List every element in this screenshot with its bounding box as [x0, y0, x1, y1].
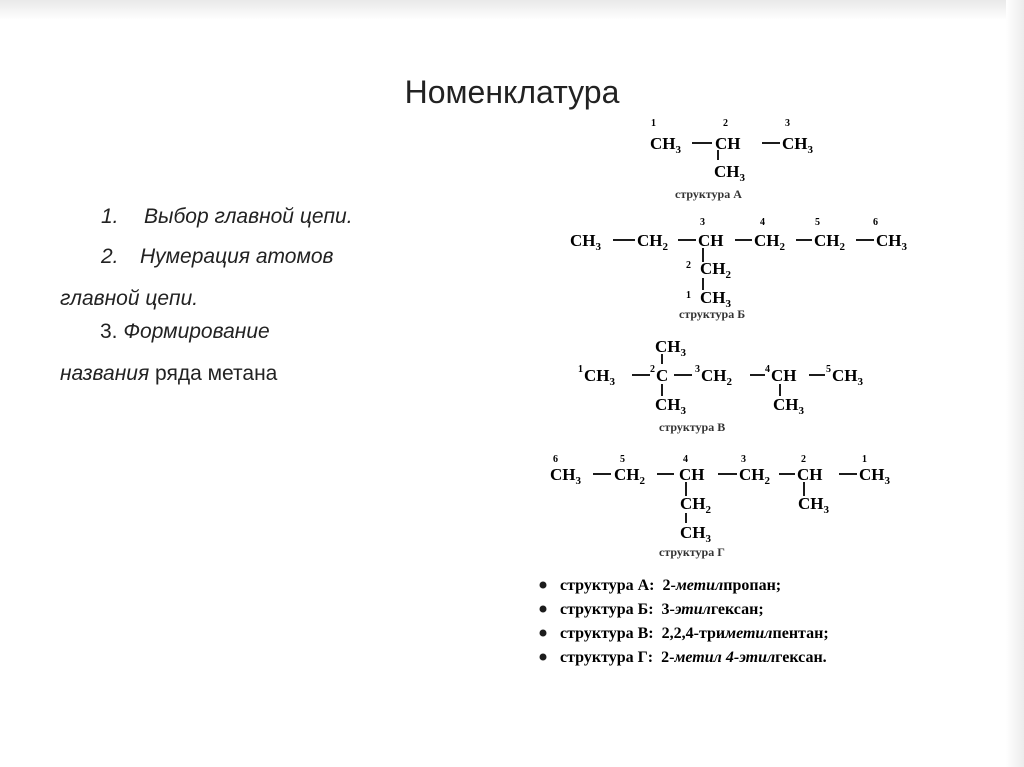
a-number-3: 3: [785, 118, 790, 129]
d-group-6: $CH_3$: [859, 465, 890, 487]
c-group-bottom-2: $CH_3$: [773, 395, 804, 417]
c-number-5: 5: [826, 364, 831, 375]
a-group-1: $CH_3$: [650, 134, 681, 156]
b-group-6: $CH_3$: [876, 231, 907, 253]
d-group-branch-2: $CH_3$: [680, 523, 711, 545]
d-group-5: CH: [797, 465, 823, 484]
c-group-5: $CH_3$: [832, 366, 863, 388]
svg-text:структура В:2,2,4-триметилпент: структура В: 2,2,4-триметилпентан;: [560, 625, 829, 642]
c-group-3: $CH_2$: [701, 366, 732, 388]
answer-item-a: [540, 577, 782, 594]
b-number-2: 2: [686, 260, 691, 271]
c-number-3: 3: [695, 364, 700, 375]
structure-c: [578, 337, 864, 434]
step-2-text: Нумерация атомов: [140, 245, 334, 268]
svg-text:структура А:2-метилпропан;: структура А: 2-метилпропан;: [560, 577, 782, 594]
c-group-2: C: [656, 366, 669, 385]
c-number-4: 4: [765, 364, 770, 375]
c-group-4: CH: [771, 366, 797, 385]
answers-list: [540, 577, 829, 666]
a-group-3: $CH_3$: [782, 134, 813, 156]
structure-b: [570, 217, 908, 321]
c-group-top: $CH_3$: [655, 337, 686, 359]
b-group-branch-1: $CH_2$: [700, 259, 731, 281]
step-3-text-cont: названия ряда метана: [60, 362, 278, 385]
structure-d: [550, 454, 891, 559]
a-group-2: CH: [715, 134, 741, 153]
svg-text:структура Б:3-этилгексан;: структура Б: 3-этилгексан;: [560, 601, 764, 618]
b-caption: структура Б: [679, 307, 746, 321]
bullet-icon: [540, 606, 547, 613]
step-3-text: 3. Формирование: [100, 320, 270, 343]
b-number-5: 5: [815, 217, 820, 228]
d-group-branch-1: $CH_2$: [680, 494, 711, 516]
answer-label: структура В:: [560, 625, 654, 642]
b-group-branch-2: $CH_3$: [700, 288, 731, 310]
b-number-1: 1: [686, 290, 691, 301]
d-number-2: 2: [801, 454, 806, 465]
step-1-text: Выбор главной цепи.: [144, 205, 353, 228]
answer-label: структура Б:: [560, 601, 654, 618]
b-group-1: $CH_3$: [570, 231, 601, 253]
answer-label: структура А:: [560, 577, 655, 594]
b-group-2: $CH_2$: [637, 231, 668, 253]
a-group-branch: $CH_3$: [714, 162, 745, 184]
b-number-6: 6: [873, 217, 878, 228]
a-number-2: 2: [723, 118, 728, 129]
c-caption: структура В: [659, 420, 726, 434]
d-group-2: $CH_2$: [614, 465, 645, 487]
b-group-4: $CH_2$: [754, 231, 785, 253]
b-number-4: 4: [760, 217, 765, 228]
a-caption: структура А: [675, 187, 742, 201]
d-group-3: CH: [679, 465, 705, 484]
c-group-bottom-1: $CH_3$: [655, 395, 686, 417]
d-number-5: 5: [620, 454, 625, 465]
bullet-icon: [540, 582, 547, 589]
d-number-6: 6: [553, 454, 558, 465]
b-group-5: $CH_2$: [814, 231, 845, 253]
answer-label: структура Г:: [560, 649, 654, 666]
step-1-marker: 1.: [101, 205, 119, 228]
d-group-branch-3: $CH_3$: [798, 494, 829, 516]
structure-a: [650, 118, 814, 201]
svg-text:структура Г:2-метил 4-этилгекс: структура Г: 2-метил 4-этилгексан.: [560, 649, 827, 666]
bullet-icon: [540, 654, 547, 661]
step-2-marker: 2.: [101, 245, 119, 268]
d-number-1: 1: [862, 454, 867, 465]
answer-item-d: [540, 649, 827, 666]
d-group-1: $CH_3$: [550, 465, 581, 487]
d-group-4: $CH_2$: [739, 465, 770, 487]
c-number-2: 2: [650, 364, 655, 375]
step-2-text-cont: главной цепи.: [60, 287, 199, 310]
bullet-icon: [540, 630, 547, 637]
a-number-1: 1: [651, 118, 656, 129]
answer-item-c: [540, 625, 829, 642]
c-group-1: $CH_3$: [584, 366, 615, 388]
d-number-3: 3: [741, 454, 746, 465]
b-group-3: CH: [698, 231, 724, 250]
answer-item-b: [540, 601, 764, 618]
d-number-4: 4: [683, 454, 688, 465]
c-number-1: 1: [578, 364, 583, 375]
d-caption: структура Г: [659, 545, 725, 559]
slide-title: Номенклатура: [404, 74, 620, 110]
b-number-3: 3: [700, 217, 705, 228]
